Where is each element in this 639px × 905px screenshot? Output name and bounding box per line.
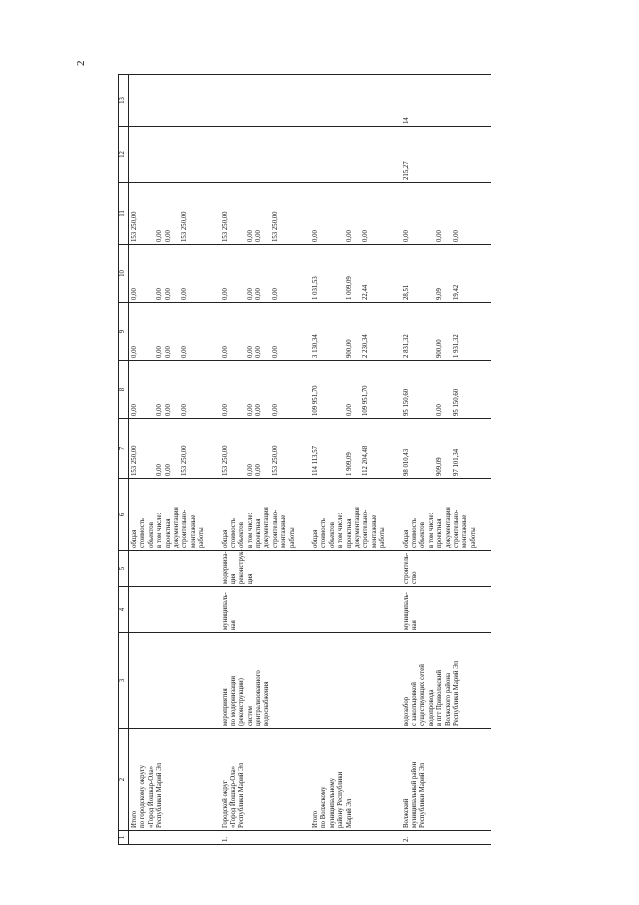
value-c10-line — [263, 247, 271, 300]
object-purpose — [220, 633, 299, 729]
cost-breakdown-line: в том числе: — [337, 512, 345, 548]
cost-breakdown-line: строительно- — [181, 509, 189, 548]
cost-breakdown — [310, 479, 389, 551]
value-c9-line: 0,00 — [255, 346, 263, 358]
cost-breakdown-line: работы — [379, 527, 387, 548]
value-c9-line: 0,00 — [271, 346, 279, 358]
value-c9-line — [411, 305, 419, 358]
value-c7 — [129, 419, 208, 479]
work-type — [401, 551, 480, 587]
value-c9-line: 0,00 — [164, 346, 172, 358]
value-c11-line: 0,00 — [452, 230, 460, 242]
value-c10-line — [411, 247, 419, 300]
cost-breakdown — [129, 479, 208, 551]
object-purpose — [401, 633, 480, 729]
value-c8-line: 0,00 — [255, 404, 263, 416]
ownership-form — [220, 587, 299, 633]
value-c7-line: 153 250,00 — [181, 445, 189, 476]
table-row — [310, 75, 389, 845]
value-c8-line: 109 951,70 — [312, 385, 320, 416]
object-name-line: по Волжскому — [320, 786, 328, 828]
value-c7-line: 0,00 — [246, 464, 254, 476]
value-c8-line: 0,00 — [164, 404, 172, 416]
row-number — [129, 831, 208, 845]
value-c10-line — [173, 247, 181, 300]
value-c11-line: 0,00 — [345, 230, 353, 242]
value-c9-line — [139, 305, 147, 358]
value-c12 — [129, 127, 208, 183]
value-c7-line — [230, 421, 238, 476]
value-c10-line — [445, 247, 453, 300]
value-c7-line: 0,00 — [255, 464, 263, 476]
cost-breakdown-line: работы — [469, 527, 477, 548]
value-c11-line: 153 250,00 — [221, 211, 229, 242]
value-c9-line: 0,00 — [181, 346, 189, 358]
value-c10-line: 0,00 — [255, 288, 263, 300]
object-name-line: по городскому округу — [139, 764, 147, 828]
value-c9-line: 900,00 — [345, 339, 353, 358]
work-type-line: строитель- — [402, 552, 410, 584]
value-c7-line — [148, 421, 156, 476]
value-c7-line: 0,00 — [156, 464, 164, 476]
value-c7 — [220, 419, 299, 479]
value-c10-line: 0,00 — [164, 288, 172, 300]
value-c11-line — [411, 185, 419, 242]
work-type-line: реконструк- — [238, 549, 246, 584]
value-c11-line — [230, 185, 238, 242]
value-c11-line — [263, 185, 271, 242]
object-name — [401, 729, 480, 831]
value-c11-line: 0,00 — [246, 230, 254, 242]
value-c10-line: 19,42 — [452, 284, 460, 300]
value-c8-line: 0,00 — [246, 404, 254, 416]
value-c8-line — [411, 363, 419, 416]
value-c11-line: 153 250,00 — [131, 211, 138, 242]
cost-breakdown-line: документация — [353, 507, 361, 548]
cost-breakdown-line: в том числе: — [427, 512, 435, 548]
value-c7-line: 114 113,57 — [312, 445, 320, 476]
value-c8-line — [419, 363, 427, 416]
value-c7-line — [263, 421, 271, 476]
value-c10-line: 0,00 — [271, 288, 279, 300]
column-header-13: 13 — [119, 75, 129, 127]
value-c8-line: 0,00 — [181, 404, 189, 416]
value-c9-line — [238, 305, 246, 358]
object-name-line: Итого — [131, 810, 138, 828]
ownership-form — [310, 587, 389, 633]
page-number: 2 — [75, 60, 87, 66]
value-c10-line: 22,44 — [362, 284, 370, 300]
value-c11-line — [320, 185, 328, 242]
column-header-11: 11 — [119, 183, 129, 245]
cost-breakdown-line: документация — [263, 507, 271, 548]
value-c7-line — [320, 421, 328, 476]
value-c7-line — [411, 421, 419, 476]
value-c9-line — [354, 305, 362, 358]
value-c10 — [129, 245, 208, 303]
work-type-line: ство — [410, 571, 418, 584]
value-c8-line — [173, 363, 181, 416]
value-c10-line: 1 031,53 — [312, 276, 320, 300]
row-gap — [479, 75, 491, 845]
object-purpose — [310, 633, 389, 729]
cost-breakdown-line: документация — [172, 507, 180, 548]
column-header-5: 5 — [119, 551, 129, 587]
work-type-line: ция — [246, 573, 254, 584]
cost-breakdown-line: общая — [221, 529, 229, 548]
table-row — [220, 75, 299, 845]
value-c8-line — [354, 363, 362, 416]
cost-breakdown-line: стоимость — [139, 518, 147, 548]
value-c12: 215,27 — [401, 127, 480, 183]
cost-breakdown — [220, 479, 299, 551]
value-c10-line: 1 009,09 — [345, 276, 353, 300]
object-purpose-line: с заколъцовкой — [410, 682, 418, 726]
value-c8-line: 95 150,60 — [402, 388, 410, 416]
value-c8-line: 0,00 — [221, 404, 229, 416]
cost-breakdown-line: объектов — [147, 522, 155, 548]
value-c9-line — [445, 305, 453, 358]
value-c7 — [401, 419, 480, 479]
value-c8-line — [337, 363, 345, 416]
cost-breakdown-line: монтажные — [370, 514, 378, 548]
value-c10-line — [329, 247, 337, 300]
value-c8-line — [320, 363, 328, 416]
value-c8-line — [230, 363, 238, 416]
row-number: 1. — [220, 831, 299, 845]
value-c11-line — [445, 185, 453, 242]
objects-table — [118, 74, 491, 845]
value-c9-line: 0,00 — [156, 346, 164, 358]
value-c10-line — [148, 247, 156, 300]
value-c10-line — [354, 247, 362, 300]
value-c11-line: 0,00 — [312, 230, 320, 242]
object-purpose-line: Волжского района — [444, 672, 452, 726]
value-c12 — [220, 127, 299, 183]
cost-breakdown-line: работы — [288, 527, 296, 548]
value-c9 — [401, 303, 480, 361]
object-name — [129, 729, 208, 831]
value-c10 — [310, 245, 389, 303]
value-c10 — [220, 245, 299, 303]
column-header-6: 6 — [119, 479, 129, 551]
value-c10-line — [320, 247, 328, 300]
value-c10-line — [238, 247, 246, 300]
object-name-line: Республики Марий Эл — [419, 762, 427, 828]
cost-breakdown-line: документация — [444, 507, 452, 548]
value-c13: 14 — [401, 75, 480, 127]
cost-breakdown-line: проектная — [345, 518, 353, 548]
cost-breakdown-line: в том числе: — [246, 512, 254, 548]
object-name-line: району Республики — [337, 771, 345, 828]
value-c11-line — [238, 185, 246, 242]
value-c12 — [310, 127, 389, 183]
value-c9-line — [230, 305, 238, 358]
value-c7-line: 97 101,34 — [452, 448, 460, 476]
cost-breakdown-line: объектов — [328, 522, 336, 548]
value-c8-line — [445, 363, 453, 416]
rotated-table-wrapper — [118, 75, 528, 845]
value-c11-line: 0,00 — [164, 230, 172, 242]
value-c7-line — [445, 421, 453, 476]
row-number: 2. — [401, 831, 480, 845]
object-purpose-line: в пгт Приволжский — [436, 670, 444, 726]
row-number — [310, 831, 389, 845]
row-gap — [389, 75, 401, 845]
object-purpose-line: водоснабжения — [263, 681, 271, 726]
column-header-4: 4 — [119, 587, 129, 633]
column-header-12: 12 — [119, 127, 129, 183]
cost-breakdown-line: стоимость — [320, 518, 328, 548]
value-c9-line — [337, 305, 345, 358]
cost-breakdown-line: работы — [198, 527, 206, 548]
value-c10-line: 0,00 — [221, 288, 229, 300]
value-c8-line — [428, 363, 436, 416]
value-c8-line — [139, 363, 147, 416]
value-c9-line — [148, 305, 156, 358]
object-name — [310, 729, 389, 831]
column-header-2: 2 — [119, 729, 129, 831]
value-c7-line: 153 250,00 — [221, 445, 229, 476]
value-c10-line — [139, 247, 147, 300]
value-c7-line — [419, 421, 427, 476]
row-gap — [298, 75, 310, 845]
value-c9 — [220, 303, 299, 361]
value-c8-line: 0,00 — [156, 404, 164, 416]
value-c11-line: 0,00 — [436, 230, 444, 242]
object-purpose-line: Республики Марий Эл — [452, 660, 460, 726]
column-header-1: 1 — [119, 831, 129, 845]
value-c8 — [310, 361, 389, 419]
value-c10-line — [419, 247, 427, 300]
value-c8-line: 0,00 — [345, 404, 353, 416]
object-purpose-line: систем — [246, 706, 254, 726]
cost-breakdown-line: стоимость — [410, 518, 418, 548]
ownership-form — [129, 587, 208, 633]
object-name-line: Республики Марий Эл — [156, 762, 164, 828]
value-c9-line: 0,00 — [246, 346, 254, 358]
object-purpose-line: по модернизации — [229, 675, 237, 726]
value-c7-line — [337, 421, 345, 476]
work-type — [220, 551, 299, 587]
column-number-row — [119, 75, 129, 845]
value-c11-line: 0,00 — [362, 230, 370, 242]
value-c9-line — [419, 305, 427, 358]
value-c11-line: 0,00 — [156, 230, 164, 242]
value-c7-line — [428, 421, 436, 476]
cost-breakdown-line: монтажные — [461, 514, 469, 548]
value-c8-line — [263, 363, 271, 416]
cost-breakdown-line: стоимость — [229, 518, 237, 548]
value-c10-line: 0,00 — [156, 288, 164, 300]
value-c11 — [129, 183, 208, 245]
cost-breakdown-line: общая — [312, 529, 320, 548]
ownership-form-line: ная — [410, 620, 418, 630]
object-purpose-line: (реконструкции) — [238, 678, 246, 726]
cost-breakdown — [401, 479, 480, 551]
value-c8-line: 0,00 — [271, 404, 279, 416]
value-c11-line: 0,00 — [255, 230, 263, 242]
value-c7-line — [354, 421, 362, 476]
object-name-line: «Город Йошкар-Ола» — [229, 765, 237, 828]
value-c9-line: 0,00 — [131, 346, 138, 358]
value-c9-line — [320, 305, 328, 358]
object-purpose-line: мероприятия — [221, 688, 229, 726]
value-c10 — [401, 245, 480, 303]
object-name-line: Итого — [312, 810, 320, 828]
value-c11 — [401, 183, 480, 245]
object-purpose-line: водозабор — [402, 696, 410, 726]
value-c11-line — [428, 185, 436, 242]
value-c11-line: 0,00 — [402, 230, 410, 242]
work-type-line: ция — [229, 573, 237, 584]
cost-breakdown-line: строительно- — [362, 509, 370, 548]
value-c7-line: 153 250,00 — [271, 445, 279, 476]
value-c9-line: 900,00 — [436, 339, 444, 358]
value-c10-line — [230, 247, 238, 300]
value-c7-line: 153 250,00 — [131, 445, 138, 476]
value-c11 — [310, 183, 389, 245]
value-c9-line — [329, 305, 337, 358]
table-row — [401, 75, 480, 845]
object-name-line: муниципальный район — [410, 761, 418, 828]
value-c8 — [220, 361, 299, 419]
value-c7-line — [173, 421, 181, 476]
value-c10-line: 0,00 — [246, 288, 254, 300]
cost-breakdown-line: объектов — [419, 522, 427, 548]
value-c11 — [220, 183, 299, 245]
value-c11-line — [419, 185, 427, 242]
column-header-10: 10 — [119, 245, 129, 303]
cost-breakdown-line: проектная — [255, 518, 263, 548]
value-c11-line — [148, 185, 156, 242]
column-header-9: 9 — [119, 303, 129, 361]
value-c7 — [310, 419, 389, 479]
column-header-7: 7 — [119, 419, 129, 479]
value-c9-line — [428, 305, 436, 358]
value-c9-line: 3 130,34 — [312, 334, 320, 358]
value-c8 — [129, 361, 208, 419]
object-purpose-line: водопровода — [427, 689, 435, 726]
value-c8-line: 95 150,60 — [452, 388, 460, 416]
value-c8-line — [329, 363, 337, 416]
column-header-3: 3 — [119, 633, 129, 729]
object-name-line: Городской округ — [221, 780, 229, 828]
object-purpose-line: централизованного — [255, 670, 263, 726]
ownership-form-line: ная — [229, 620, 237, 630]
table-row — [129, 75, 208, 845]
value-c10-line: 0,00 — [131, 288, 138, 300]
value-c9-line — [173, 305, 181, 358]
value-c11-line: 153 250,00 — [181, 211, 189, 242]
object-purpose — [129, 633, 208, 729]
ownership-form — [401, 587, 480, 633]
value-c7-line: 112 204,48 — [362, 445, 370, 476]
value-c7-line: 909,09 — [436, 457, 444, 476]
row-gap — [208, 75, 220, 845]
value-c10-line: 28,51 — [402, 284, 410, 300]
value-c11-line — [354, 185, 362, 242]
value-c10-line: 9,09 — [436, 288, 444, 300]
cost-breakdown-line: монтажные — [189, 514, 197, 548]
value-c11-line — [329, 185, 337, 242]
value-c10-line: 0,00 — [181, 288, 189, 300]
value-c9-line: 0,00 — [221, 346, 229, 358]
value-c11-line: 153 250,00 — [271, 211, 279, 242]
object-name — [220, 729, 299, 831]
value-c9-line: 1 931,32 — [452, 334, 460, 358]
object-name-line: Марий Эл — [345, 798, 353, 828]
value-c11-line — [337, 185, 345, 242]
value-c9 — [310, 303, 389, 361]
value-c7-line: 0,00 — [164, 464, 172, 476]
cost-breakdown-line: объектов — [238, 522, 246, 548]
ownership-form-line: муниципаль- — [402, 592, 410, 630]
cost-breakdown-line: проектная — [164, 518, 172, 548]
value-c11-line — [173, 185, 181, 242]
value-c11-line — [139, 185, 147, 242]
value-c13 — [220, 75, 299, 127]
value-c10-line — [428, 247, 436, 300]
value-c8-line — [148, 363, 156, 416]
value-c7-line — [329, 421, 337, 476]
object-name-line: Республики Марий Эл — [238, 762, 246, 828]
value-c7-line: 1 909,09 — [345, 452, 353, 476]
value-c13 — [129, 75, 208, 127]
value-c8-line: 109 951,70 — [362, 385, 370, 416]
value-c7-line — [238, 421, 246, 476]
value-c7-line — [139, 421, 147, 476]
value-c9-line: 2 831,32 — [402, 334, 410, 358]
cost-breakdown-line: строительно- — [271, 509, 279, 548]
cost-breakdown-line: монтажные — [280, 514, 288, 548]
cost-breakdown-line: проектная — [436, 518, 444, 548]
ownership-form-line: муниципаль- — [221, 592, 229, 630]
object-name-line: муниципальному — [328, 777, 336, 828]
work-type — [310, 551, 389, 587]
work-type-line: модерниза- — [221, 551, 229, 584]
value-c8-line — [238, 363, 246, 416]
value-c9 — [129, 303, 208, 361]
cost-breakdown-line: строительно- — [452, 509, 460, 548]
object-name-line: Волжский — [402, 798, 410, 828]
cost-breakdown-line: в том числе: — [156, 512, 164, 548]
work-type — [129, 551, 208, 587]
value-c9-line: 2 230,34 — [362, 334, 370, 358]
object-name-line: «Город Йошкар-Ола» — [147, 765, 155, 828]
cost-breakdown-line: общая — [131, 529, 138, 548]
object-purpose-line: существующих сетей — [419, 664, 427, 726]
value-c8-line: 0,00 — [436, 404, 444, 416]
value-c10-line — [337, 247, 345, 300]
value-c8-line: 0,00 — [131, 404, 138, 416]
value-c7-line: 98 010,43 — [402, 448, 410, 476]
value-c13 — [310, 75, 389, 127]
table-body — [129, 75, 492, 845]
cost-breakdown-line: общая — [402, 529, 410, 548]
column-header-8: 8 — [119, 361, 129, 419]
value-c9-line — [263, 305, 271, 358]
value-c8 — [401, 361, 480, 419]
